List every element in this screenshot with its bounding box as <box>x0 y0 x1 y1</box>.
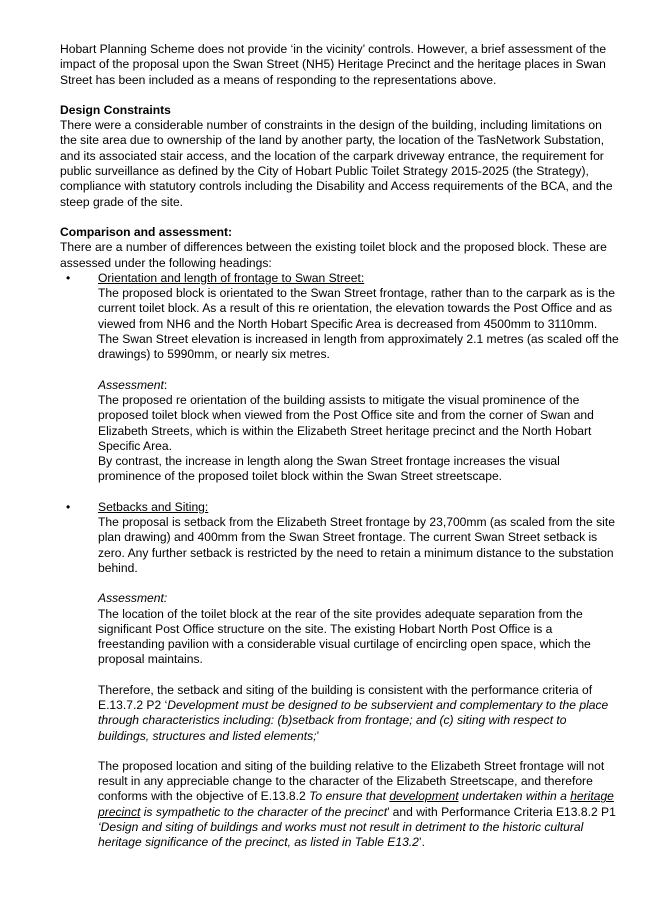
comparison-paragraph: There are a number of differences between the existing toilet block and the proposed block. These are assessed under the following headings: <box>60 240 607 270</box>
criteria-prefix: Therefore, the setback and siting of the building is consistent with the performance criteria of E.13.7.2 P2 ‘ <box>98 682 593 712</box>
location-text-h: ‘Design and siting of buildings and works must not result in detriment to the historic cultural heritage significance of the precinct, as listed in Table E13.2 <box>98 820 584 850</box>
location-text-i: ’. <box>418 835 425 850</box>
location-text-b: To ensure that <box>309 789 390 804</box>
setbacks-assessment-label: Assessment: <box>98 591 168 606</box>
development-link[interactable]: development <box>389 789 459 804</box>
bullet-item-setbacks <box>60 500 620 851</box>
location-text-a: The proposed location and siting of the building relative to the Elizabeth Street frontage will not result in any appreciable change to the character of the Elizabeth Streetscape, and therefore conforms with the objective of E.13.8.2 <box>98 758 605 804</box>
bullet-icon: • <box>66 270 71 285</box>
orientation-paragraph: The proposed block is orientated to the Swan Street frontage, rather than to the carpark as is the current toilet block. As a result of this re orientation, the elevation towards the Post Office and as viewed from NH6 and the North Hobart Specific Area is decreased from 4500mm to 3110mm. The Swan Street elevation is increased in length from approximately 2.1 metres (as scaled off the drawings) to 5990mm, or nearly six metres. <box>98 286 619 362</box>
orientation-assessment-paragraph: The proposed re orientation of the building assists to mitigate the visual prominence of the proposed toilet block when viewed from the Post Office site and from the corner of Swan and Elizabeth Streets, which is within the Elizabeth Street heritage precinct and the North Hobart Specific Area. <box>98 392 594 453</box>
design-constraints-paragraph: There were a considerable number of constraints in the design of the building, including limitations on the site area due to ownership of the land by another party, the location of the TasNetwork Substation, and its associated stair access, and the location of the carpark driveway entrance, the requirement for public surveillance as defined by the City of Hobart Public Toilet Strategy 2015-2025 (the Strategy), compliance with statutory controls including the Disability and Access requirements of the BCA, and the steep grade of the site. <box>60 118 613 209</box>
location-text-d: undertaken within a <box>458 789 571 804</box>
setbacks-title: Setbacks and Siting: <box>98 499 209 514</box>
orientation-contrast-paragraph: By contrast, the increase in length along the Swan Street frontage increases the visual prominence of the proposed toilet block within the Swan Street streetscape. <box>98 454 560 484</box>
assessment-label-text: Assessment <box>98 377 164 392</box>
setbacks-location-paragraph <box>98 759 620 851</box>
document-page <box>60 42 620 851</box>
bullet-item-orientation <box>60 271 620 485</box>
orientation-assessment-label <box>98 378 620 393</box>
location-text-g: ’ and with Performance Criteria E13.8.2 P1 <box>387 804 616 819</box>
bullet-icon: • <box>66 499 71 514</box>
orientation-title: Orientation and length of frontage to Swan Street: <box>98 270 365 285</box>
assessment-label-colon: : <box>163 377 168 392</box>
setbacks-assessment-paragraph: The location of the toilet block at the rear of the site provides adequate separation from the significant Post Office structure on the site. The existing Hobart North Post Office is a freestanding pavilion with a considerable visual curtilage of encircling open space, which the proposal maintains. <box>98 606 591 667</box>
heritage-precinct-link[interactable]: heritage precinct <box>98 789 614 819</box>
setbacks-criteria-paragraph <box>98 683 620 744</box>
comparison-heading: Comparison and assessment: <box>60 224 233 239</box>
location-text-f: is sympathetic to the character of the precinct <box>140 804 388 819</box>
criteria-quote: Development must be designed to be subservient and complementary to the place through characteristics including: (b)setback from frontage; and (c) siting with respect to buildings, structures and listed elements; <box>98 697 609 743</box>
intro-paragraph: Hobart Planning Scheme does not provide ‘in the vicinity’ controls. However, a brief assessment of the impact of the proposal upon the Swan Street (NH5) Heritage Precinct and the heritage places in Swan Street has been included as a means of responding to the representations above. <box>60 42 607 87</box>
criteria-suffix: ’ <box>316 728 320 743</box>
setbacks-paragraph: The proposal is setback from the Elizabeth Street frontage by 23,700mm (as scaled from the site plan drawing) and 400mm from the Swan Street frontage. The current Swan Street setback is zero. Any further setback is restricted by the need to retain a minimum distance to the substation behind. <box>98 515 615 575</box>
design-constraints-heading: Design Constraints <box>60 102 171 117</box>
